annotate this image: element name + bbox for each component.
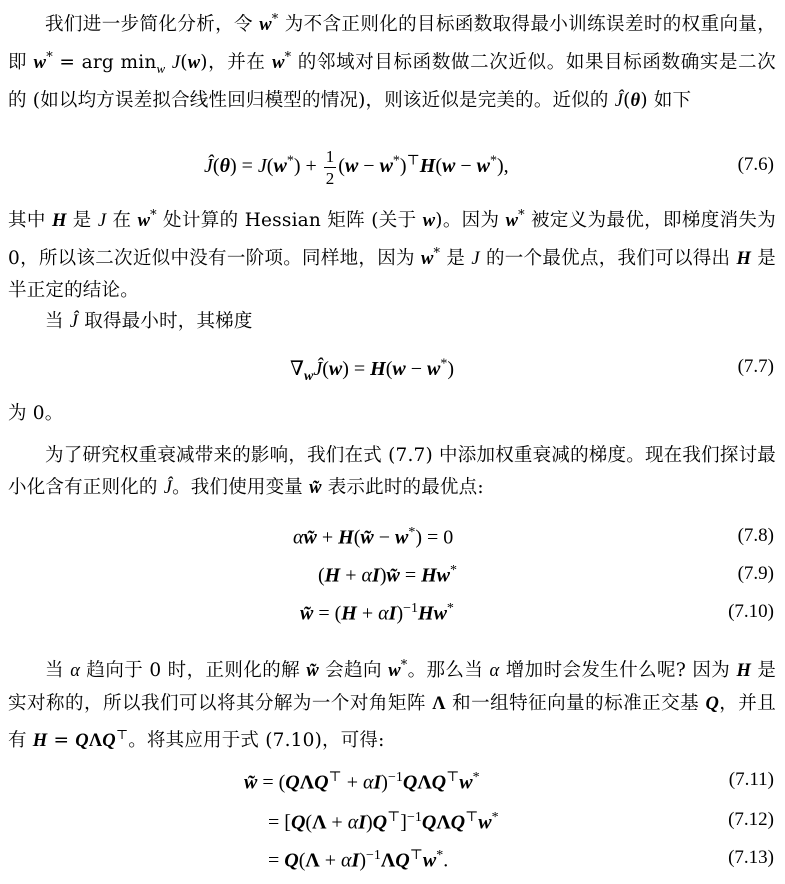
paragraph-3: 当 Ĵ 取得最小时，其梯度	[45, 311, 253, 332]
equation-number: (7.7)	[737, 356, 774, 377]
equation-number: (7.11)	[728, 769, 774, 790]
equation-number: (7.13)	[728, 847, 774, 868]
equation-7-7: $\nabla_wĴ(w) = H(w - w^*)$ (7.7)	[290, 356, 774, 384]
paragraph-2: 其中 H 是 J 在 w* 处计算的 Hessian 矩阵 (关于 w)。因为 w* 被定义为最优，即梯度消失为 0，所以该二次近似中没有一阶项。同样地，因为 w* 是 J 的一个最优点，我们可以得出 H 是半正定的结论。	[8, 208, 776, 302]
paragraph-5: 为了研究权重衰减带来的影响，我们在式 (7.7) 中添加权重衰减的梯度。现在我们探讨最小化含有正则化的 Ĵ。我们使用变量 w̃ 表示此时的最优点:	[8, 445, 776, 498]
paragraph-1: 我们进一步简化分析，令 w* 为不含正则化的目标函数取得最小训练误差时的权重向量，即 w* = arg $\min_w J(w)$，并在 w* 的邻域对目标函数做二次近似。如果目标函数确实是二次的 (如以均方误差拟合线性回归模型的情况)，则该近似是完美的。近似的 Ĵ(θ) 如下	[8, 12, 776, 111]
equation-number: (7.8)	[737, 525, 774, 546]
equation-7-8: αw̃ + H(w̃ − w*) = 0 (7.8)	[293, 525, 774, 549]
paragraph-4: 为 0。	[8, 403, 64, 424]
equation-7-12: = $[Q(\Lambda + \alpha I)Q^⊤]^{-1}Q\Lambda Q^⊤w^*$ (7.12)	[268, 809, 774, 834]
paragraph-6: 当 α 趋向于 0 时，正则化的解 w̃ 会趋向 w*。那么当 α 增加时会发生什么呢? 因为 H 是实对称的，所以我们可以将其分解为一个对角矩阵 Λ 和一组特征向量的标准正交基 Q，并且有 H = QΛQ⊤。将其应用于式 (7.10)，可得:	[8, 658, 777, 752]
equation-7-6: Ĵ(θ) = J(w*) + $\frac{1}{2}$ (w − w*)⊤H(w − w*), (7.6)	[204, 147, 774, 188]
equation-7-10: w̃ = $(H + \alpha I)^{-1}Hw^*$ (7.10)	[300, 601, 774, 625]
equation-7-9: (H + αI)w̃ = Hw* (7.9)	[318, 563, 774, 587]
equation-number: (7.10)	[728, 601, 774, 622]
equation-7-13: = $Q(\Lambda + \alpha I)^{-1}\Lambda Q^⊤w^*$. (7.13)	[268, 847, 774, 872]
equation-7-11: w̃ = $(Q\Lambda Q^⊤ + \alpha I)^{-1}Q\Lambda Q^⊤w^*$ (7.11)	[244, 769, 774, 794]
equation-number: (7.6)	[737, 154, 774, 175]
equation-number: (7.9)	[737, 563, 774, 584]
equation-number: (7.12)	[728, 809, 774, 830]
